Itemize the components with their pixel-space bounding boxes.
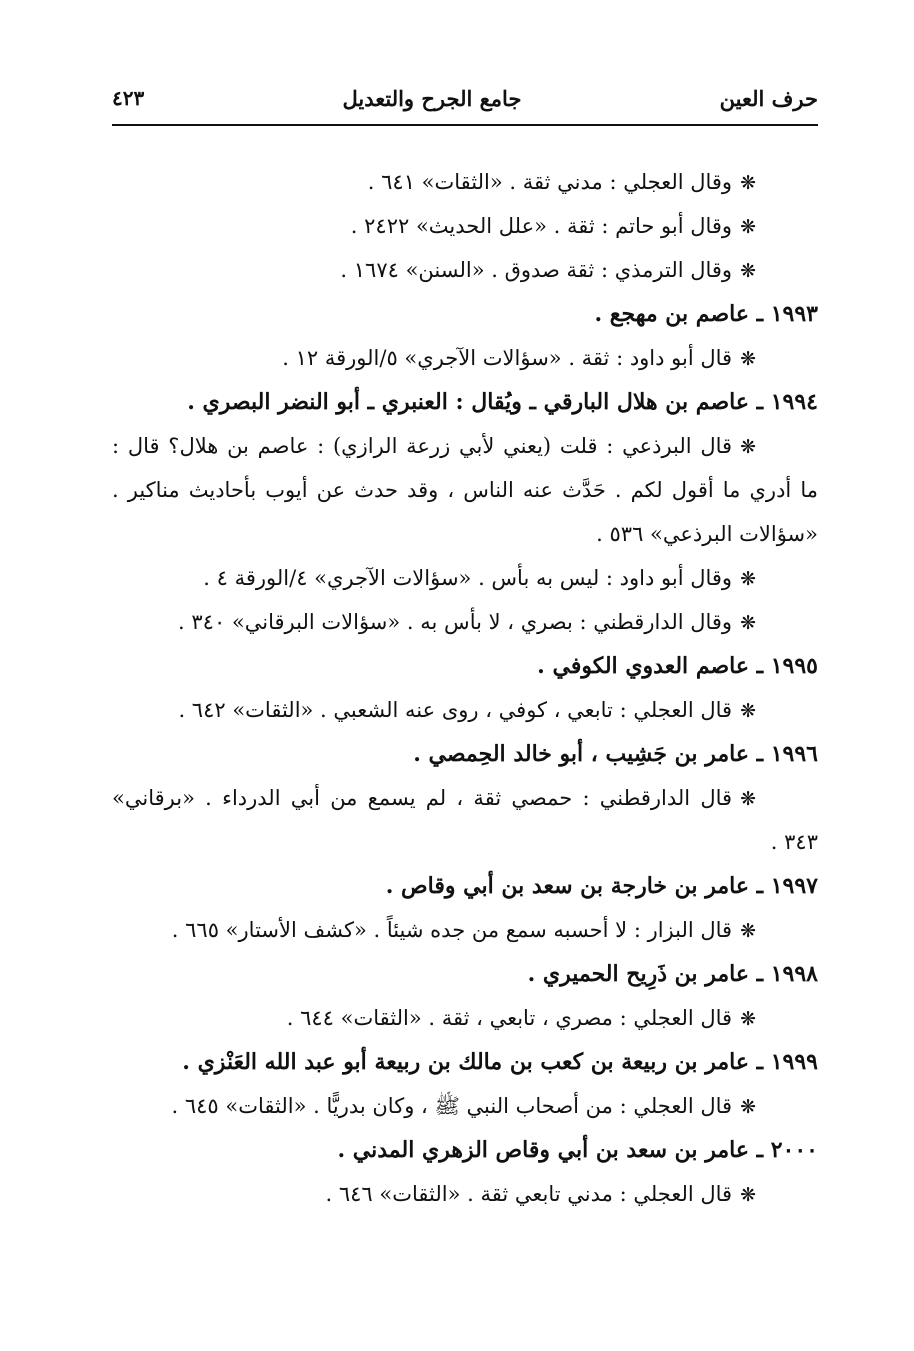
quote-text: قال البزار : لا أحسبه سمع من جده شيئاً . «كشف الأستار» ٦٦٥ . xyxy=(171,918,733,942)
asterisk-icon: ❋ xyxy=(740,612,756,634)
quote-text: ما أدري ما أقول لكم . حَدَّث عنه الناس ، وقد حدث عن أيوب بأحاديث مناكير . xyxy=(112,478,818,502)
quote-line xyxy=(112,908,818,952)
quote-line xyxy=(112,512,818,556)
quote-text: قال الدارقطني : حمصي ثقة ، لم يسمع من أبي الدرداء . «برقاني» xyxy=(112,786,733,810)
asterisk-icon: ❋ xyxy=(740,1184,756,1206)
entry-heading xyxy=(112,1128,818,1172)
page-body xyxy=(112,160,818,1216)
quote-text: وقال أبو داود : ليس به بأس . «سؤالات الآجري» ٤/الورقة ٤ . xyxy=(203,566,733,590)
quote-line xyxy=(112,820,818,864)
quote-line xyxy=(112,600,818,644)
quote-line xyxy=(112,336,818,380)
entry-heading xyxy=(112,1040,818,1084)
quote-line xyxy=(112,468,818,512)
asterisk-icon: ❋ xyxy=(740,920,756,942)
quote-text: قال العجلي : تابعي ، كوفي ، روى عنه الشعبي . «الثقات» ٦٤٢ . xyxy=(178,698,733,722)
asterisk-icon: ❋ xyxy=(740,216,756,238)
entry-heading xyxy=(112,292,818,336)
entry-heading-text: ١٩٩٣ ـ عاصم بن مهجع . xyxy=(594,301,818,327)
quote-line xyxy=(112,1084,818,1128)
quote-text: قال العجلي : من أصحاب النبي ﷺ ، وكان بدريًّا . «الثقات» ٦٤٥ . xyxy=(171,1094,733,1118)
entry-heading-text: ١٩٩٤ ـ عاصم بن هلال البارقي ـ ويُقال : العنبري ـ أبو النضر البصري . xyxy=(187,389,818,415)
quote-text: وقال العجلي : مدني ثقة . «الثقات» ٦٤١ . xyxy=(367,170,733,194)
asterisk-icon: ❋ xyxy=(740,700,756,722)
quote-line xyxy=(112,776,818,820)
asterisk-icon: ❋ xyxy=(740,436,756,458)
entry-heading-text: ١٩٩٩ ـ عامر بن ربيعة بن كعب بن مالك بن ربيعة أبو عبد الله العَنْزي . xyxy=(182,1049,818,1075)
quote-text: ٣٤٣ . xyxy=(770,830,818,854)
quote-line xyxy=(112,556,818,600)
quote-line xyxy=(112,204,818,248)
entry-heading-text: ٢٠٠٠ ـ عامر بن سعد بن أبي وقاص الزهري المدني . xyxy=(337,1137,818,1163)
quote-text: قال العجلي : مدني تابعي ثقة . «الثقات» ٦٤٦ . xyxy=(325,1182,733,1206)
asterisk-icon: ❋ xyxy=(740,260,756,282)
entry-heading-text: ١٩٩٧ ـ عامر بن خارجة بن سعد بن أبي وقاص . xyxy=(385,873,818,899)
entry-heading xyxy=(112,644,818,688)
quote-line xyxy=(112,996,818,1040)
header-chapter-title: حرف العين xyxy=(719,85,818,111)
page-number: ٤٢٣ xyxy=(112,86,145,110)
asterisk-icon: ❋ xyxy=(740,1096,756,1118)
quote-text: «سؤالات البرذعي» ٥٣٦ . xyxy=(596,522,818,546)
asterisk-icon: ❋ xyxy=(740,348,756,370)
quote-line xyxy=(112,1172,818,1216)
quote-text: وقال الدارقطني : بصري ، لا بأس به . «سؤالات البرقاني» ٣٤٠ . xyxy=(178,610,733,634)
running-header xyxy=(112,72,818,126)
quote-text: قال البرذعي : قلت (يعني لأبي زرعة الرازي) : عاصم بن هلال؟ قال : xyxy=(112,434,733,458)
quote-text: وقال الترمذي : ثقة صدوق . «السنن» ١٦٧٤ . xyxy=(340,258,733,282)
quote-text: قال أبو داود : ثقة . «سؤالات الآجري» ٥/الورقة ١٢ . xyxy=(282,346,733,370)
entry-heading xyxy=(112,952,818,996)
asterisk-icon: ❋ xyxy=(740,568,756,590)
asterisk-icon: ❋ xyxy=(740,1008,756,1030)
entry-heading xyxy=(112,380,818,424)
entry-heading xyxy=(112,732,818,776)
quote-line xyxy=(112,424,818,468)
quote-line xyxy=(112,160,818,204)
quote-text: قال العجلي : مصري ، تابعي ، ثقة . «الثقات» ٦٤٤ . xyxy=(286,1006,733,1030)
quote-line xyxy=(112,688,818,732)
entry-heading-text: ١٩٩٥ ـ عاصم العدوي الكوفي . xyxy=(537,653,818,679)
entry-heading xyxy=(112,864,818,908)
asterisk-icon: ❋ xyxy=(740,172,756,194)
quote-line xyxy=(112,248,818,292)
quote-text: وقال أبو حاتم : ثقة . «علل الحديث» ٢٤٢٢ . xyxy=(350,214,733,238)
entry-heading-text: ١٩٩٦ ـ عامر بن جَشِيب ، أبو خالد الحِمصي . xyxy=(413,741,818,767)
entry-heading-text: ١٩٩٨ ـ عامر بن ذَرِيح الحميري . xyxy=(527,961,818,987)
asterisk-icon: ❋ xyxy=(740,788,756,810)
header-book-title: جامع الجرح والتعديل xyxy=(342,85,522,111)
